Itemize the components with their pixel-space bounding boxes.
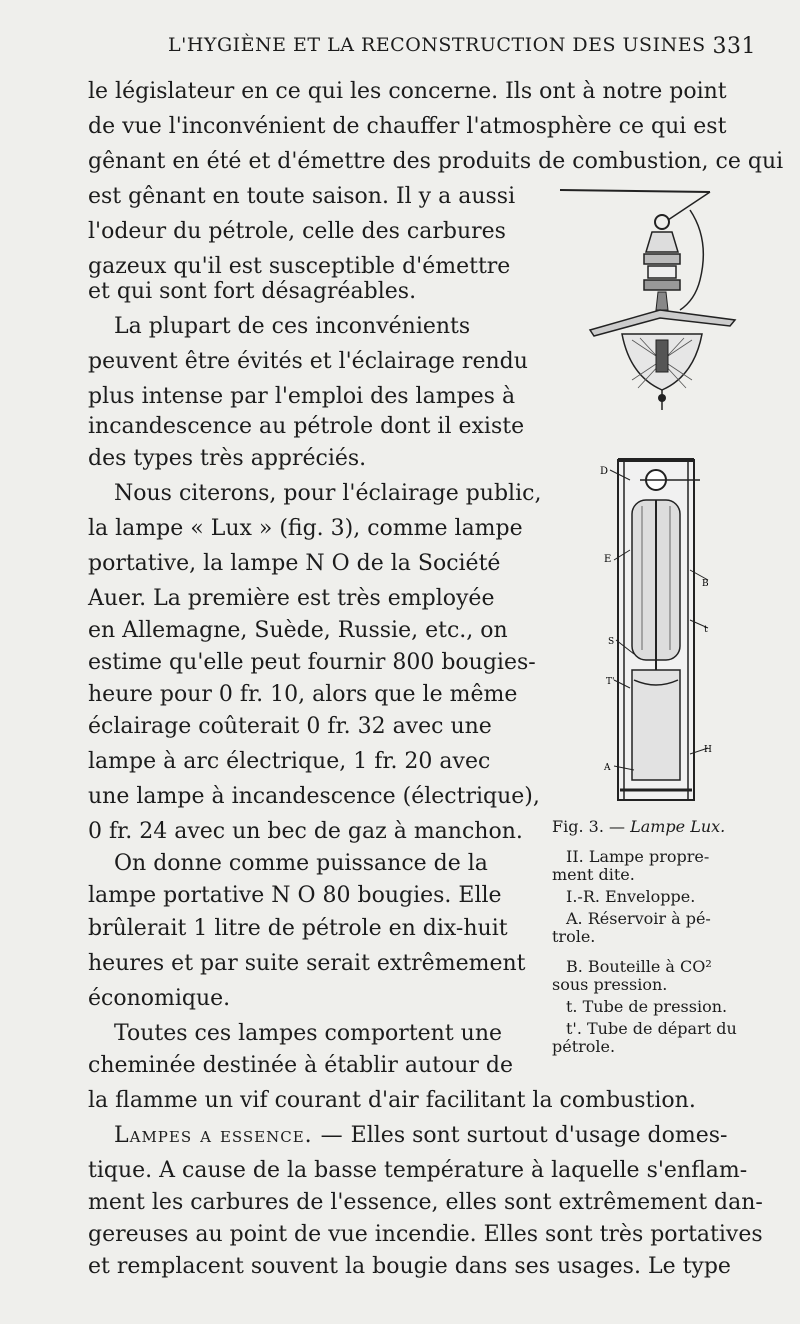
text-line: ment les carbures de l'essence, elles sont extrêmement dan- bbox=[88, 1190, 763, 1215]
lux-lamp-head-illustration bbox=[560, 180, 770, 420]
text-line: peuvent être évités et l'éclairage rendu bbox=[88, 349, 528, 374]
running-header bbox=[88, 34, 756, 64]
figure-number: Fig. 3. — bbox=[552, 817, 625, 836]
text-line: incandescence au pétrole dont il existe bbox=[88, 414, 525, 439]
section-paragraph-start bbox=[114, 1121, 778, 1151]
text-line: une lampe à incandescence (électrique), bbox=[88, 784, 540, 809]
legend-line: trole. bbox=[552, 927, 596, 946]
running-title: L'HYGIÈNE ET LA RECONSTRUCTION DES USINES bbox=[168, 34, 706, 56]
label-t: t bbox=[704, 625, 708, 635]
text-line: Elles sont surtout d'usage domes- bbox=[350, 1123, 728, 1148]
text-line: lampe à arc électrique, 1 fr. 20 avec bbox=[88, 749, 491, 774]
legend-line: pétrole. bbox=[552, 1037, 616, 1056]
text-line: plus intense par l'emploi des lampes à bbox=[88, 384, 516, 409]
label-b: B bbox=[702, 579, 709, 589]
text-line: économique. bbox=[88, 986, 231, 1011]
lux-lamp-body-illustration bbox=[590, 440, 720, 810]
figure-title: Lampe Lux. bbox=[630, 817, 726, 836]
text-line: 0 fr. 24 avec un bec de gaz à manchon. bbox=[88, 819, 523, 844]
text-line: et qui sont fort désagréables. bbox=[88, 279, 417, 304]
text-line: la lampe « Lux » (fig. 3), comme lampe bbox=[88, 516, 523, 541]
text-line: La plupart de ces inconvénients bbox=[114, 314, 471, 339]
text-line: la flamme un vif courant d'air facilitant la combustion. bbox=[88, 1088, 696, 1113]
text-line: On donne comme puissance de la bbox=[114, 851, 488, 876]
text-line: des types très appréciés. bbox=[88, 446, 367, 471]
text-line: le législateur en ce qui les concerne. Ils ont à notre point bbox=[88, 79, 727, 104]
label-t-prime: T' bbox=[606, 677, 615, 687]
legend-line: t'. Tube de départ du bbox=[566, 1019, 737, 1038]
text-line: et remplacent souvent la bougie dans ses usages. Le type bbox=[88, 1254, 731, 1279]
legend-line: I.-R. Enveloppe. bbox=[566, 887, 696, 906]
label-e: E bbox=[604, 554, 612, 565]
text-line: gereuses au point de vue incendie. Elles sont très portatives bbox=[88, 1222, 763, 1247]
text-line: Toutes ces lampes comportent une bbox=[114, 1021, 503, 1046]
label-d: D bbox=[600, 466, 609, 477]
text-line: estime qu'elle peut fournir 800 bougies- bbox=[88, 650, 536, 675]
text-line: Auer. La première est très employée bbox=[88, 586, 495, 611]
text-line: de vue l'inconvénient de chauffer l'atmosphère ce qui est bbox=[88, 114, 727, 139]
text-line: portative, la lampe N O de la Société bbox=[88, 551, 501, 576]
text-line: heures et par suite serait extrêmement bbox=[88, 951, 526, 976]
text-line: éclairage coûterait 0 fr. 32 avec une bbox=[88, 714, 492, 739]
figure-caption bbox=[552, 818, 725, 836]
text-line: tique. A cause de la basse température à laquelle s'enflam- bbox=[88, 1158, 748, 1183]
text-line: Nous citerons, pour l'éclairage public, bbox=[114, 481, 542, 506]
legend-line: ment dite. bbox=[552, 865, 635, 884]
legend-line: sous pression. bbox=[552, 975, 668, 994]
legend-line: A. Réservoir à pé- bbox=[566, 909, 711, 928]
text-line: cheminée destinée à établir autour de bbox=[88, 1053, 513, 1078]
section-heading: Lampes a essence. — bbox=[114, 1123, 344, 1148]
text-line: lampe portative N O 80 bougies. Elle bbox=[88, 883, 502, 908]
legend-line: B. Bouteille à CO² bbox=[566, 957, 712, 976]
text-line: gazeux qu'il est susceptible d'émettre bbox=[88, 254, 511, 279]
legend-line: t. Tube de pression. bbox=[566, 997, 728, 1016]
page-number: 331 bbox=[712, 34, 756, 59]
text-line: gênant en été et d'émettre des produits de combustion, ce qui bbox=[88, 149, 784, 174]
text-line: en Allemagne, Suède, Russie, etc., on bbox=[88, 618, 508, 643]
text-line: l'odeur du pétrole, celle des carbures bbox=[88, 219, 506, 244]
label-h: H bbox=[704, 745, 712, 755]
label-a: A bbox=[604, 763, 611, 773]
legend-line: II. Lampe propre- bbox=[566, 847, 710, 866]
text-line: brûlerait 1 litre de pétrole en dix-huit bbox=[88, 916, 508, 941]
text-line: est gênant en toute saison. Il y a aussi bbox=[88, 184, 516, 209]
label-s: S bbox=[608, 637, 615, 647]
text-line: heure pour 0 fr. 10, alors que le même bbox=[88, 682, 518, 707]
